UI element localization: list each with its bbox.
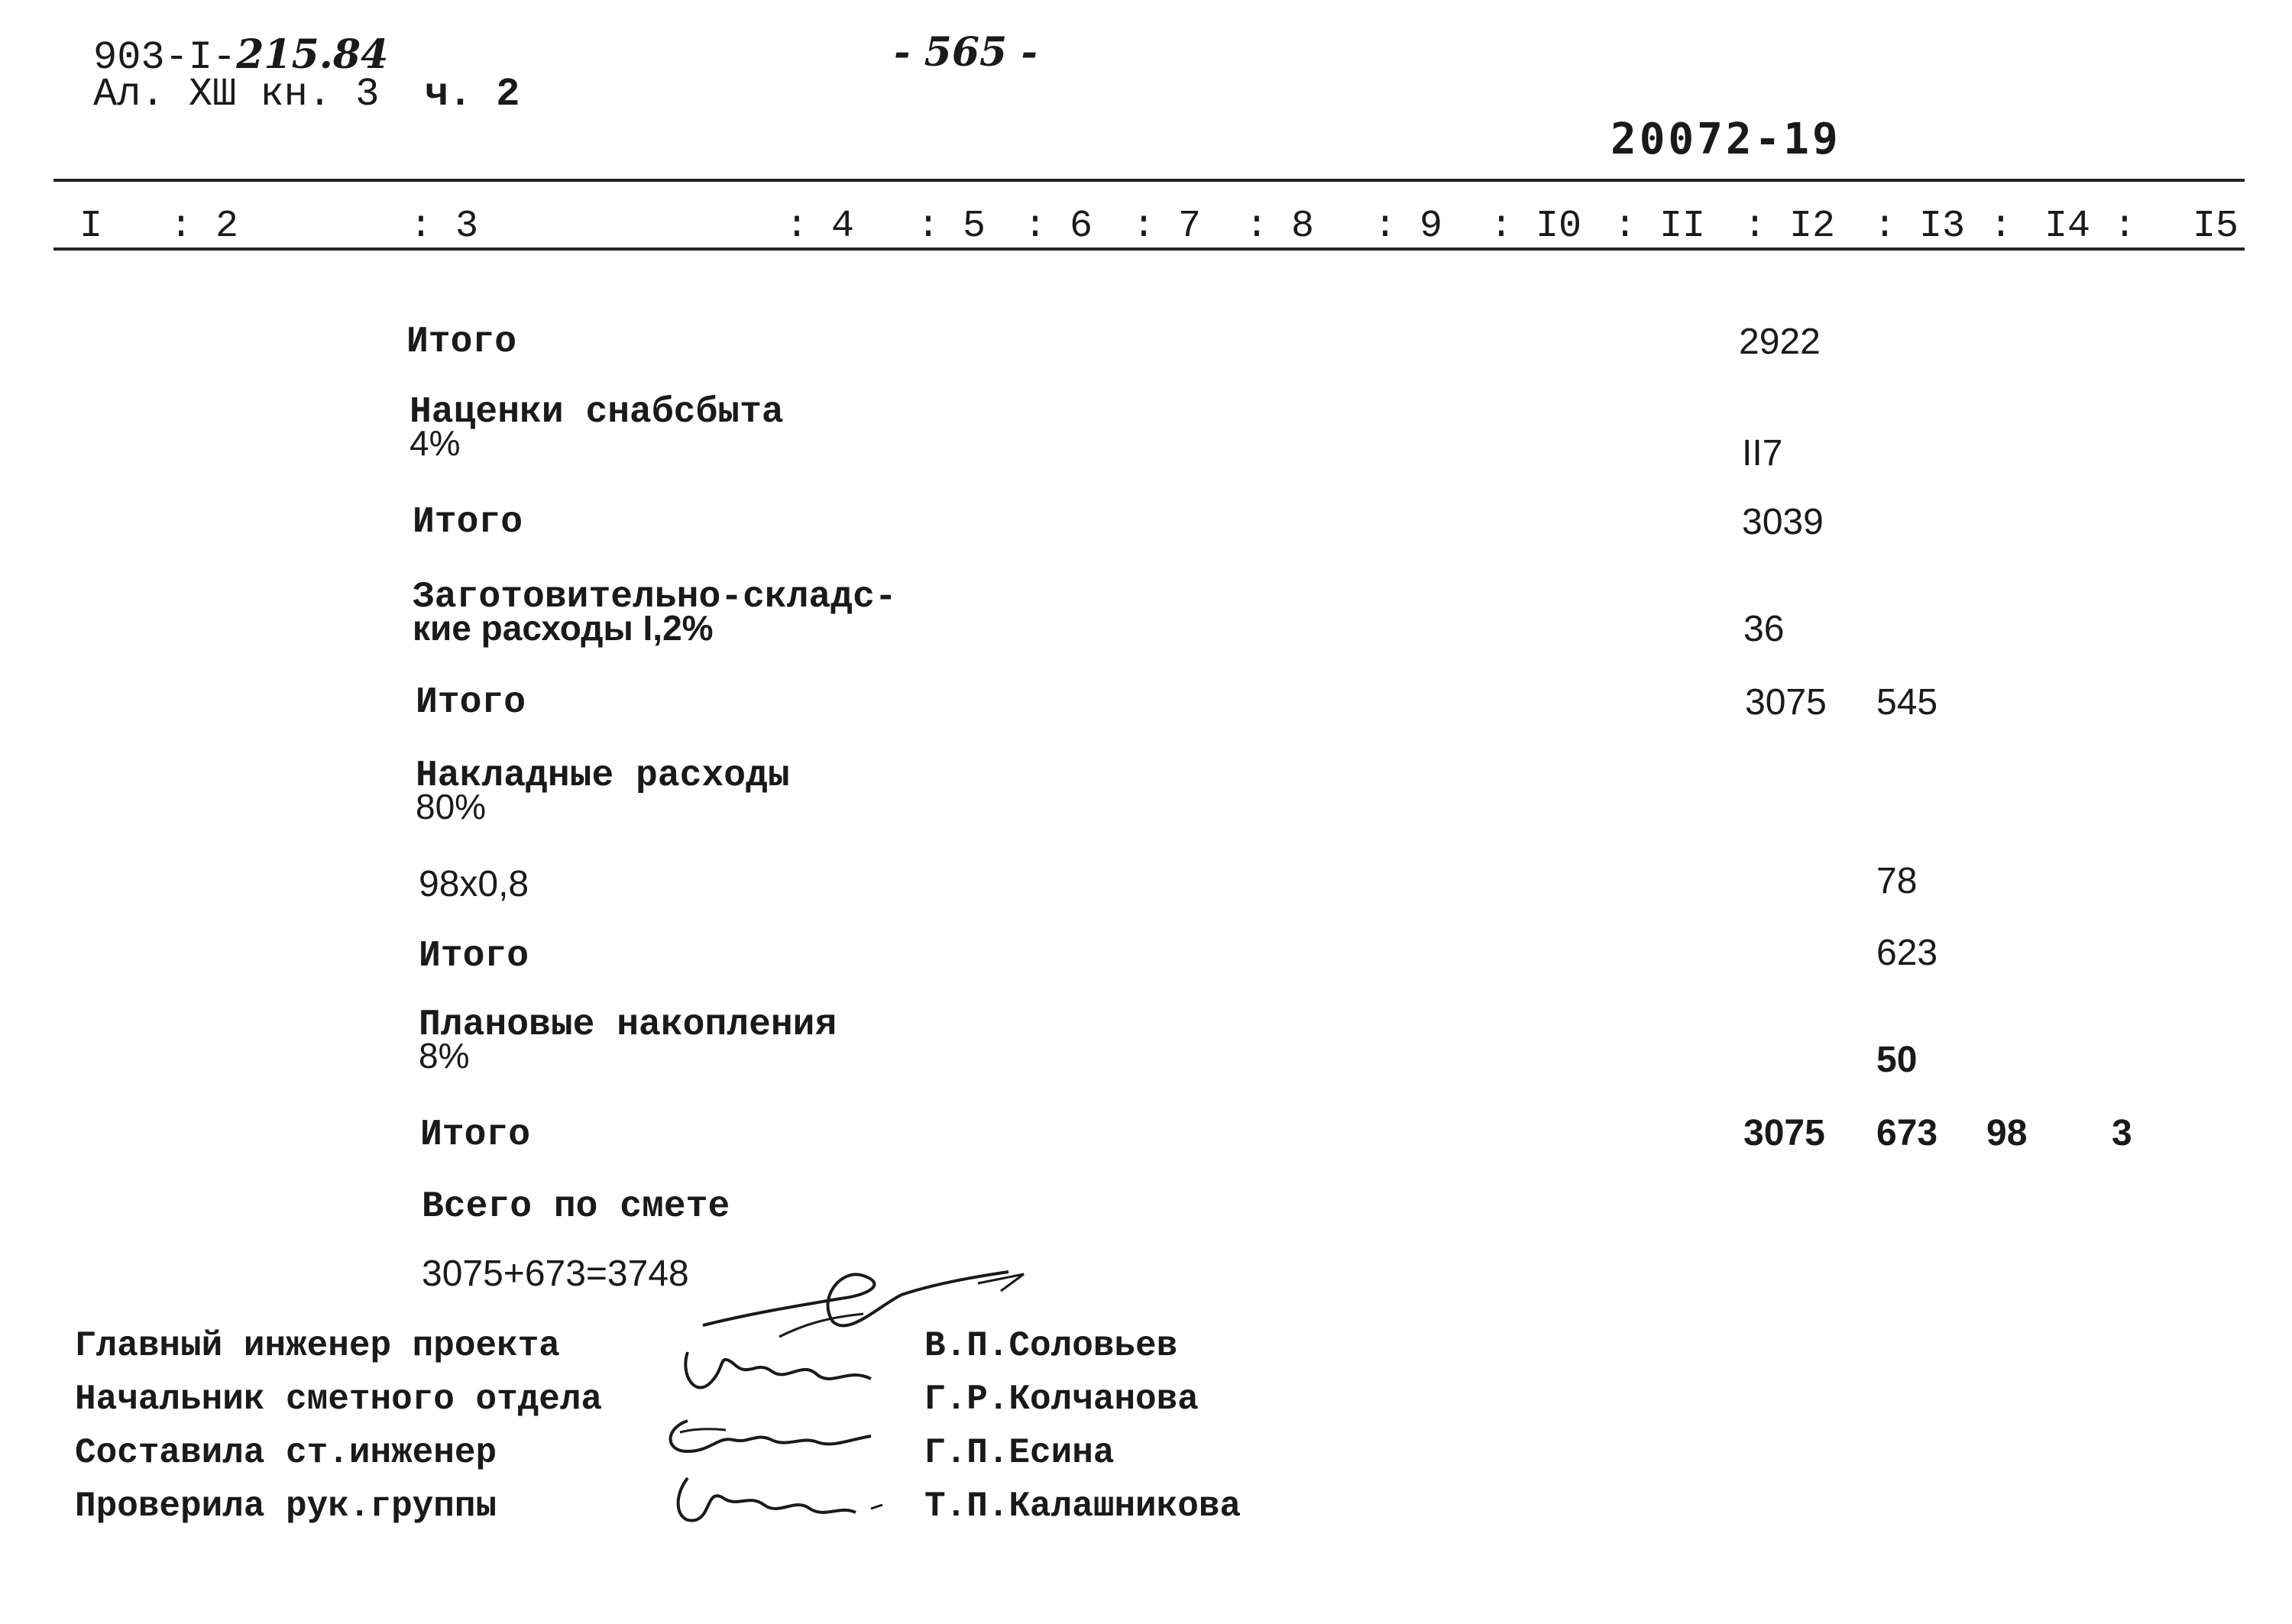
row-label-sub: кие расходы I,2%: [413, 608, 714, 648]
signature-role: Проверила рук.группы: [75, 1487, 497, 1526]
grand-total-label: Всего по смете: [422, 1186, 730, 1228]
signature-name: Т.П.Калашникова: [924, 1487, 1242, 1526]
cell-col12: 3075: [1743, 1113, 1825, 1153]
cell-col13: 78: [1876, 861, 1918, 901]
column-number: : 6: [1024, 205, 1093, 248]
header-rule-top: [53, 179, 2245, 182]
row-label: Итого: [406, 322, 517, 363]
cell-col13: 623: [1876, 933, 1938, 973]
grand-total-formula: 3075+673=3748: [422, 1254, 689, 1294]
cell-col12: 36: [1743, 609, 1785, 649]
row-label-main: Наценки снабсбыта: [410, 392, 784, 433]
cell-col12: 3039: [1742, 502, 1824, 542]
cell-col13: 673: [1876, 1113, 1938, 1153]
cell-col13: 50: [1876, 1040, 1918, 1080]
column-number: : 3: [410, 205, 479, 248]
signature-role: Главный инженер проекта: [75, 1326, 560, 1366]
column-number: : 9: [1374, 205, 1443, 248]
column-number: : I2: [1743, 205, 1836, 248]
column-number: : 8: [1245, 205, 1315, 248]
album-part: ч. 2: [424, 72, 520, 117]
column-number: : 7: [1132, 205, 1202, 248]
signature-estimates-head: [672, 1337, 902, 1406]
row-label: Итого: [419, 936, 529, 977]
cell-col14: 98: [1986, 1113, 2028, 1153]
row-label: [416, 755, 790, 827]
row-label-sub: 8%: [419, 1036, 470, 1076]
signature-name: В.П.Соловьев: [924, 1326, 1178, 1366]
column-number: : II: [1614, 205, 1706, 248]
row-label-sub: 4%: [410, 423, 461, 463]
column-number: : I0: [1490, 205, 1582, 248]
document-stamp: 20072-19: [1611, 115, 1841, 164]
column-number: : 5: [917, 205, 986, 248]
signature-compiler: [657, 1406, 886, 1467]
column-number: : 2: [170, 205, 239, 248]
row-label: Итого: [420, 1114, 531, 1156]
signature-reviewer: [665, 1467, 894, 1535]
signature-name: Г.П.Есина: [924, 1433, 1115, 1473]
cell-col12: 3075: [1745, 682, 1827, 723]
page-number: - 565 -: [894, 29, 1038, 76]
cell-col12: II7: [1742, 433, 1783, 474]
column-number: : 4: [785, 205, 855, 248]
cell-col12: 2922: [1739, 322, 1821, 362]
row-label: Итого: [416, 682, 526, 723]
column-number: :: [1989, 205, 2013, 248]
cell-col15: 3: [2112, 1113, 2132, 1153]
row-label: Итого: [413, 502, 523, 543]
row-label-sub: 80%: [416, 787, 487, 827]
row-label: [419, 1004, 837, 1076]
album-book: Ал. ХШ кн. 3: [93, 72, 380, 117]
document-code-prefix: 903-I-: [93, 35, 237, 80]
signature-name: Г.Р.Колчанова: [924, 1380, 1199, 1419]
column-number: : I3: [1873, 205, 1966, 248]
album-line: [93, 72, 520, 117]
column-number: I4 :: [2044, 205, 2137, 248]
signature-role: Составила ст.инженер: [75, 1433, 497, 1473]
column-number: I5: [2193, 205, 2239, 248]
document-code-handwritten: 215.84: [236, 31, 389, 78]
row-label-main: Накладные расходы: [416, 755, 790, 797]
signature-role: Начальник сметного отдела: [75, 1380, 603, 1419]
row-label: 98x0,8: [419, 864, 529, 904]
row-label: [413, 577, 897, 648]
row-label: [410, 392, 784, 463]
column-number: I: [79, 205, 103, 248]
row-label-main: Заготовительно-складс-: [413, 577, 897, 618]
cell-col13: 545: [1876, 682, 1938, 723]
row-label-main: Плановые накопления: [419, 1004, 837, 1046]
